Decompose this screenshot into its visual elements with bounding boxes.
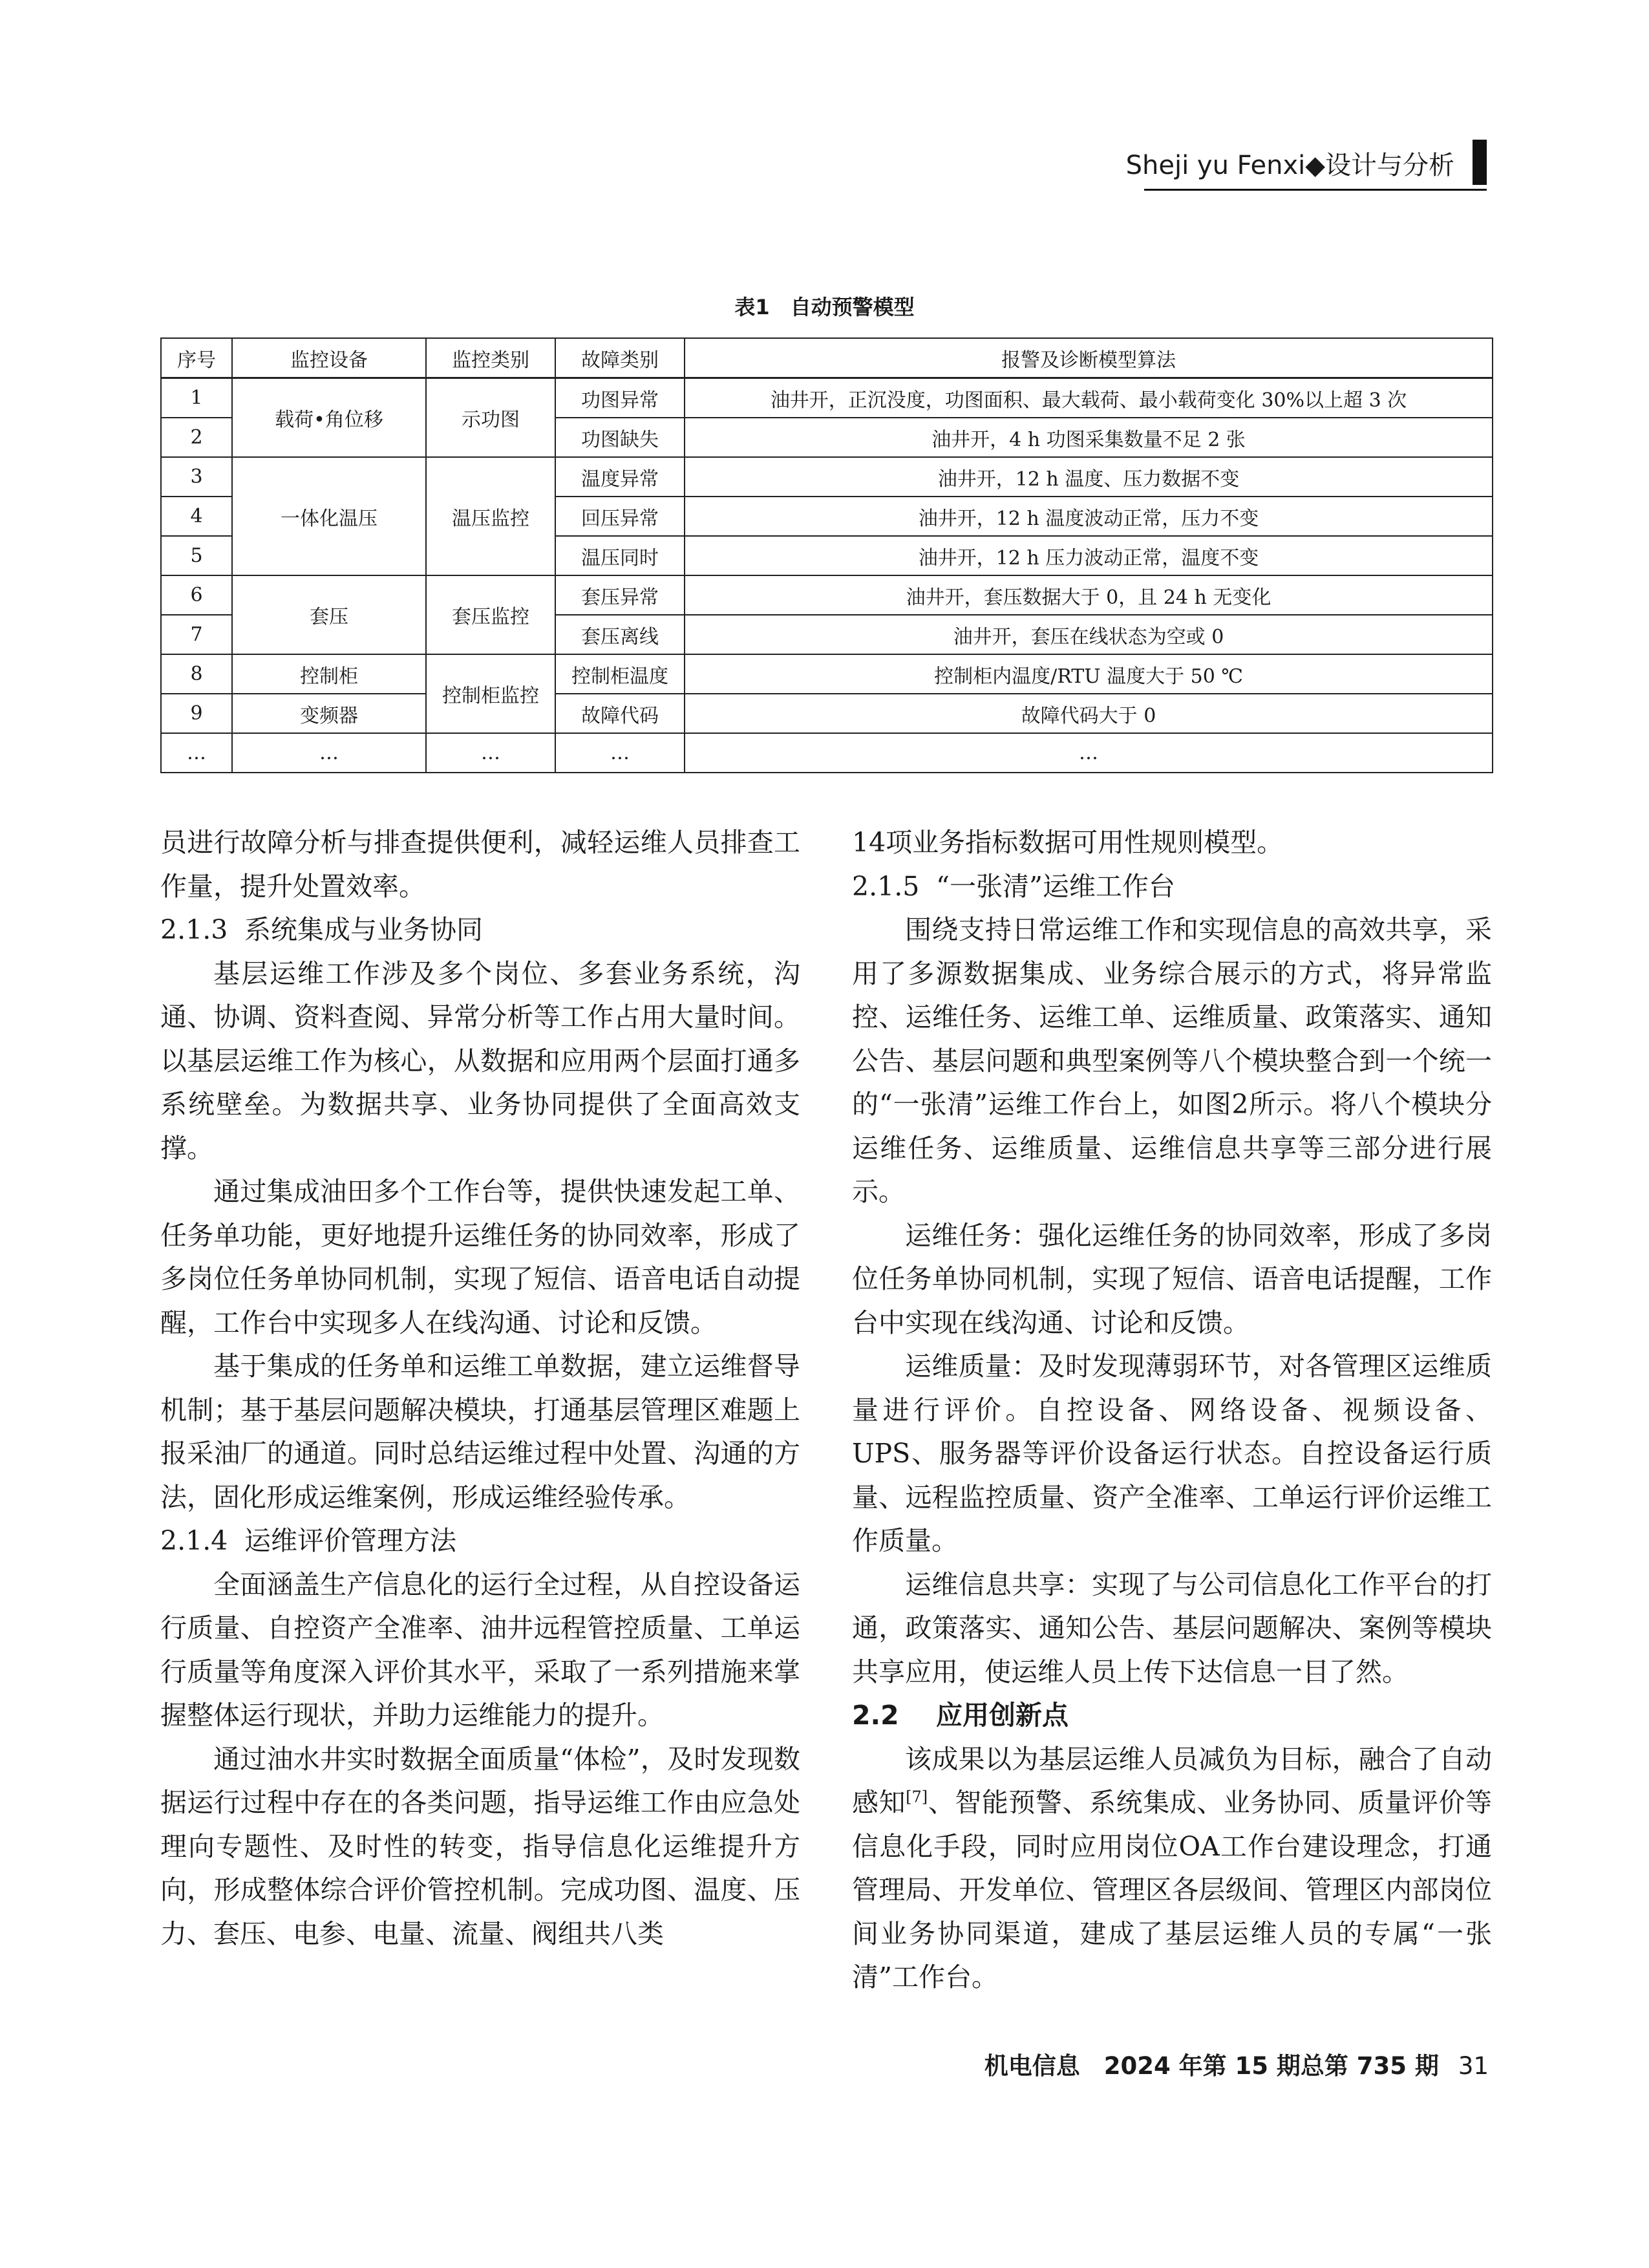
page-footer xyxy=(984,2046,1489,2081)
cell-fault: 套压离线 xyxy=(555,615,685,654)
cell-fault: 故障代码 xyxy=(555,694,685,733)
cell-algo: 油井开，12 h 压力波动正常，温度不变 xyxy=(685,536,1493,575)
cell-no: 1 xyxy=(161,378,232,418)
paragraph: 运维信息共享：实现了与公司信息化工作平台的打通，政策落实、通知公告、基层问题解决、案例等模块共享应用，使运维人员上传下达信息一目了然。 xyxy=(852,1568,1492,1687)
cell-category: 控制柜监控 xyxy=(426,654,555,733)
cell-device: … xyxy=(232,733,426,773)
page-number: 31 xyxy=(1458,2052,1489,2080)
cell-fault: 功图缺失 xyxy=(555,418,685,457)
section-heading-2-1-5 xyxy=(852,865,1492,909)
cell-fault: 回压异常 xyxy=(555,497,685,536)
section-number: 2.2 xyxy=(852,1700,899,1731)
right-column xyxy=(852,821,1492,2000)
cell-category: 套压监控 xyxy=(426,575,555,654)
left-column xyxy=(160,821,800,1956)
cell-algo: 故障代码大于 0 xyxy=(685,694,1493,733)
cell-no: 7 xyxy=(161,615,232,654)
cell-fault: 功图异常 xyxy=(555,378,685,418)
cell-fault: 温压同时 xyxy=(555,536,685,575)
cell-fault: 控制柜温度 xyxy=(555,654,685,694)
cell-device: 套压 xyxy=(232,575,426,654)
header-rule xyxy=(1144,189,1487,191)
section-title: 系统集成与业务协同 xyxy=(244,914,483,945)
cell-no: 8 xyxy=(161,654,232,694)
paragraph-text: 该成果以为基层运维人员减负为目标，融合了自动感知 xyxy=(852,1743,1492,1818)
header-bar xyxy=(1473,140,1487,185)
cell-no: 2 xyxy=(161,418,232,457)
cell-category: … xyxy=(426,733,555,773)
paragraph: 基于集成的任务单和运维工单数据，建立运维督导机制；基于基层问题解决模块，打通基层管理区难题上报采油厂的通道。同时总结运维过程中处置、沟通的方法，固化形成运维案例，形成运维经验传承。 xyxy=(160,1351,800,1513)
section-number: 2.1.5 xyxy=(852,870,920,902)
cell-category: 示功图 xyxy=(426,378,555,458)
cell-no: 3 xyxy=(161,457,232,497)
cell-category: 温压监控 xyxy=(426,457,555,575)
table-caption: 表1 自动预警模型 xyxy=(734,295,915,319)
section-title: 运维评价管理方法 xyxy=(244,1525,456,1556)
cell-device: 一体化温压 xyxy=(232,457,426,575)
col-header: 监控设备 xyxy=(232,338,426,378)
journal-info: 机电信息 2024 年第 15 期总第 735 期 xyxy=(984,2052,1439,2080)
cell-no: 9 xyxy=(161,694,232,733)
cell-algo: 控制柜内温度/RTU 温度大于 50 ℃ xyxy=(685,654,1493,694)
alarm-model-table xyxy=(160,337,1493,773)
cell-algo: 油井开，12 h 温度、压力数据不变 xyxy=(685,457,1493,497)
cell-algo: 油井开，4 h 功图采集数量不足 2 张 xyxy=(685,418,1493,457)
table-row xyxy=(161,457,1493,497)
cell-fault: 套压异常 xyxy=(555,575,685,615)
cell-no: 5 xyxy=(161,536,232,575)
col-header: 监控类别 xyxy=(426,338,555,378)
section-title: “一张清”运维工作台 xyxy=(936,870,1175,902)
paragraph: 全面涵盖生产信息化的运行全过程，从自控设备运行质量、自控资产全准率、油井远程管控质量、工单运行质量等角度深入评价其水平，采取了一系列措施来掌握整体运行现状，并助力运维能力的提升。 xyxy=(160,1568,800,1731)
paragraph xyxy=(852,1738,1492,2000)
paragraph: 基层运维工作涉及多个岗位、多套业务系统，沟通、协调、资料查阅、异常分析等工作占用大量时间。以基层运维工作为核心，从数据和应用两个层面打通多系统壁垒。为数据共享、业务协同提供了全面高效支撑。 xyxy=(160,957,800,1164)
paragraph: 运维任务：强化运维任务的协同效率，形成了多岗位任务单协同机制，实现了短信、语音电话提醒，工作台中实现在线沟通、讨论和反馈。 xyxy=(852,1219,1492,1338)
paragraph: 围绕支持日常运维工作和实现信息的高效共享，采用了多源数据集成、业务综合展示的方式，将异常监控、运维任务、运维工单、运维质量、政策落实、通知公告、基层问题和典型案例等八个模块整合到一个统一的“一张清”运维工作台上，如图2所示。将八个模块分运维任务、运维质量、运维信息共享等三部分进行展示。 xyxy=(852,914,1492,1207)
section-number: 2.1.3 xyxy=(160,914,228,945)
paragraph: 运维质量：及时发现薄弱环节，对各管理区运维质量进行评价。自控设备、网络设备、视频设备、UPS、服务器等评价设备运行状态。自控设备运行质量、远程监控质量、资产全准率、工单运行评价运维工作质量。 xyxy=(852,1351,1492,1556)
paragraph: 通过集成油田多个工作台等，提供快速发起工单、任务单功能，更好地提升运维任务的协同效率，形成了多岗位任务单协同机制，实现了短信、语音电话自动提醒，工作台中实现多人在线沟通、讨论和反馈。 xyxy=(160,1176,800,1338)
paragraph: 员进行故障分析与排查提供便利，减轻运维人员排查工作量，提升处置效率。 xyxy=(160,827,800,902)
cell-no: … xyxy=(161,733,232,773)
cell-fault: 温度异常 xyxy=(555,457,685,497)
cell-no: 6 xyxy=(161,575,232,615)
cell-algo: 油井开，正沉没度，功图面积、最大载荷、最小载荷变化 30%以上超 3 次 xyxy=(685,378,1493,418)
cell-algo: … xyxy=(685,733,1493,773)
cell-algo: 油井开，套压在线状态为空或 0 xyxy=(685,615,1493,654)
col-header: 序号 xyxy=(161,338,232,378)
paragraph-text: 、智能预警、系统集成、业务协同、质量评价等信息化手段，同时应用岗位OA工作台建设理念，打通管理局、开发单位、管理区各层级间、管理区内部岗位间业务协同渠道，建成了基层运维人员的专属“一张清”工作台。 xyxy=(852,1787,1493,1993)
table-row xyxy=(161,654,1493,694)
citation-ref[interactable]: [7] xyxy=(906,1788,928,1806)
cell-no: 4 xyxy=(161,497,232,536)
cell-device: 控制柜 xyxy=(232,654,426,694)
header-text: Sheji yu Fenxi◆设计与分析 xyxy=(1125,151,1454,180)
section-heading-2-1-4 xyxy=(160,1519,800,1563)
table-row xyxy=(161,378,1493,418)
section-heading-2-2 xyxy=(852,1694,1492,1738)
col-header: 报警及诊断模型算法 xyxy=(685,338,1493,378)
cell-algo: 油井开，12 h 温度波动正常，压力不变 xyxy=(685,497,1493,536)
cell-device: 变频器 xyxy=(232,694,426,733)
paragraph: 通过油水井实时数据全面质量“体检”，及时发现数据运行过程中存在的各类问题，指导运维工作由应急处理向专题性、及时性的转变，指导信息化运维提升方向，形成整体综合评价管控机制。完成功图、温度、压力、套压、电参、电量、流量、阀组共八类 xyxy=(160,1743,800,1949)
table-header-row xyxy=(161,338,1493,378)
paragraph: 14项业务指标数据可用性规则模型。 xyxy=(852,827,1284,858)
running-header xyxy=(1125,136,1487,187)
section-number: 2.1.4 xyxy=(160,1525,228,1556)
cell-fault: … xyxy=(555,733,685,773)
cell-device: 载荷•角位移 xyxy=(232,378,426,458)
cell-algo: 油井开，套压数据大于 0，且 24 h 无变化 xyxy=(685,575,1493,615)
table-row xyxy=(161,694,1493,733)
col-header: 故障类别 xyxy=(555,338,685,378)
table-row xyxy=(161,575,1493,615)
section-title: 应用创新点 xyxy=(936,1700,1069,1731)
section-heading-2-1-3 xyxy=(160,908,800,952)
table-row xyxy=(161,733,1493,773)
